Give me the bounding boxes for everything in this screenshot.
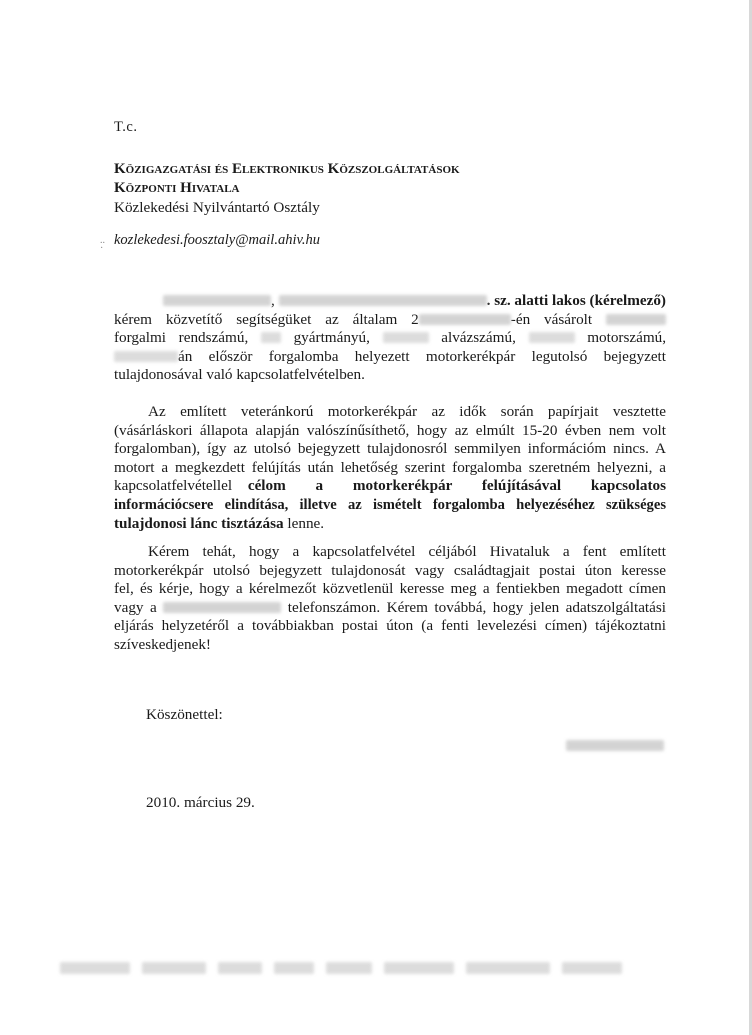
p2-line4: motort a megkezdett felújítás után lehetőség szerint forgalomba szeretném helyezni, a	[114, 458, 666, 476]
redacted-footer-part	[218, 962, 262, 974]
redacted-signature-name	[566, 740, 664, 751]
p1-line3: forgalmi rendszámú, gyártmányú, alvázszámú, motorszámú,	[114, 329, 667, 347]
p1-line4: án először forgalomba helyezett motorkerékpár legutolsó bejegyzett	[114, 348, 666, 367]
redacted-footer-part	[274, 962, 314, 974]
p3-line1: Kérem tehát, hogy a kapcsolatfelvétel céljából Hivataluk a fent említett	[148, 543, 666, 560]
redacted-address	[279, 295, 487, 306]
p3-line6: szíveskedjenek!	[114, 635, 211, 653]
redacted-footer-part	[326, 962, 372, 974]
redacted-footer-part	[466, 962, 550, 974]
p2-line1: Az említett veteránkorú motorkerékpár az idők során papírjait vesztette	[148, 403, 666, 420]
redacted-phone	[163, 602, 281, 613]
salutation: T.c.	[114, 119, 138, 135]
p2-line6: információcsere elindítása, illetve az ismételt forgalomba helyezéséhez szükséges	[114, 496, 666, 513]
paragraph-request	[114, 292, 666, 385]
redacted-purchase-date	[419, 314, 511, 325]
org-name-line2: Központi Hivatala	[114, 180, 240, 196]
p3-line3: fel, és kérje, hogy a kérelmezőt közvetlenül keresse meg a fentiekben megadott címen	[114, 580, 666, 598]
redacted-footer	[60, 960, 670, 974]
p2-line3: forgalomban), így az utolsó bejegyzett tulajdonosról semmilyen információm nincs. A	[114, 440, 666, 458]
paragraph-ask	[114, 543, 666, 655]
closing: Köszönettel:	[146, 706, 223, 723]
email-address: kozlekedesi.foosztaly@mail.ahiv.hu	[114, 232, 320, 248]
p2-line2: (vásárláskori állapota alapján valószínűsíthető, hogy az elmúlt 15-20 évben nem volt	[114, 421, 666, 439]
paragraph-background	[114, 403, 666, 533]
redacted-make	[606, 314, 666, 325]
redacted-footer-part	[562, 962, 622, 974]
redacted-footer-part	[142, 962, 206, 974]
p1-line5: tulajdonosával való kapcsolatfelvételben.	[114, 366, 365, 384]
scan-speck: .. ·	[100, 235, 105, 254]
redacted-name	[163, 295, 271, 306]
p3-line2: motorkerékpár utolsó bejegyzett tulajdonosát vagy családtagjait postai úton keresse	[114, 561, 666, 579]
p3-line5: eljárás helyzetéről a továbbiakban postai úton (a fenti levelezési címen) tájékoztatni	[114, 617, 666, 635]
p2-line7: tulajdonosi lánc tisztázása lenne.	[114, 514, 325, 532]
redacted-engine	[529, 332, 575, 343]
redacted-chassis	[383, 332, 429, 343]
p2-line5: kapcsolatfelvétellel célom a motorkerékpár felújításával kapcsolatos	[114, 477, 667, 495]
redacted-plate	[261, 332, 281, 343]
p1-line1: , . sz. alatti lakos (kérelmező)	[114, 292, 666, 311]
p3-line4: vagy a telefonszámon. Kérem továbbá, hogy jelen adatszolgáltatási	[114, 598, 667, 616]
org-name-line1: Közigazgatási és Elektronikus Közszolgáltatások	[114, 161, 460, 177]
p1-line2: kérem közvetítő segítségüket az általam 2 -én vásárolt	[114, 311, 666, 330]
redacted-first-reg	[114, 351, 178, 362]
redacted-footer-part	[60, 962, 130, 974]
department-name: Közlekedési Nyilvántartó Osztály	[114, 199, 320, 216]
redacted-footer-part	[384, 962, 454, 974]
letter-date: 2010. március 29.	[146, 794, 255, 811]
